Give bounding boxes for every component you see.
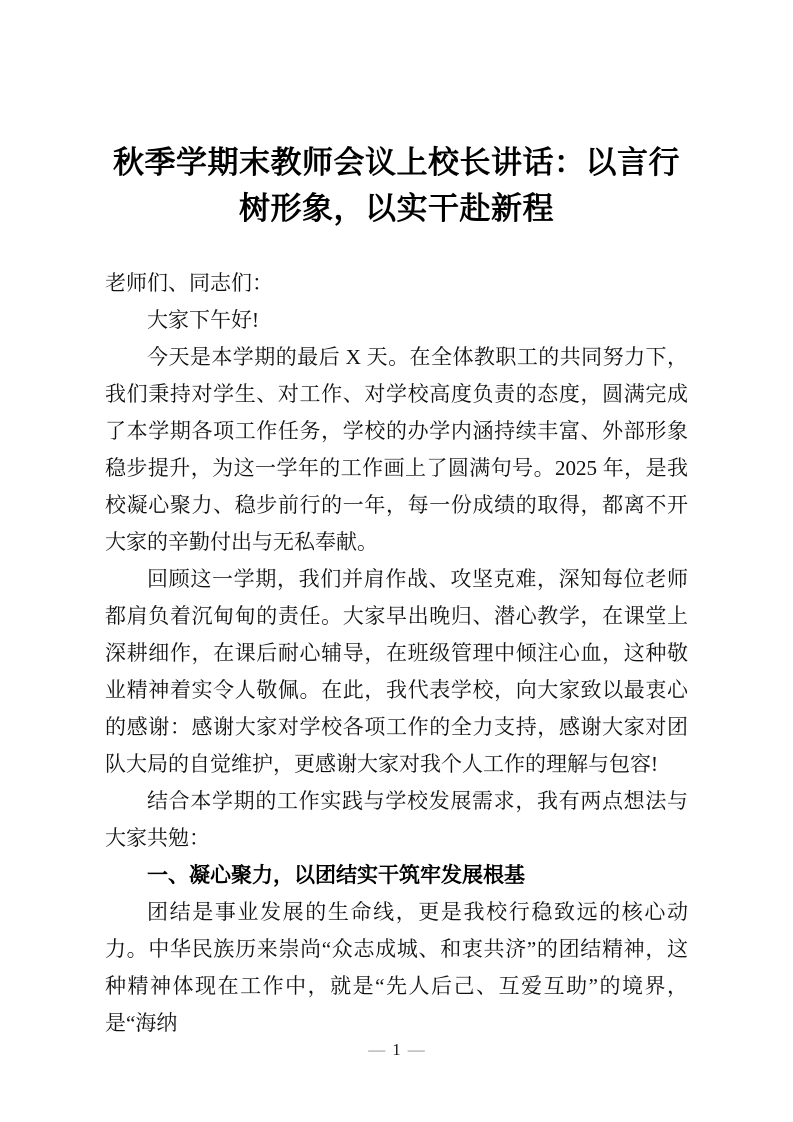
document-title: 秋季学期末教师会议上校长讲话：以言行树形象，以实干赴新程 — [113, 145, 680, 226]
paragraph: 结合本学期的工作实践与学校发展需求，我有两点想法与大家共勉： — [105, 789, 688, 850]
paragraph: 今天是本学期的最后 X 天。在全体教职工的共同努力下，我们秉持对学生、对工作、对学校高度负责的态度，圆满完成了本学期各项工作任务，学校的办学内涵持续丰富、外部形象稳步提升，为这一学年的工作画上了圆满句号。2025 年，是我校凝心聚力、稳步前行的一年，每一份成绩的取得，都离不开大家的辛勤付出与无私奉献。 — [105, 345, 688, 554]
paragraph: 团结是事业发展的生命线，更是我校行稳致远的核心动力。中华民族历来崇尚“众志成城、和衷共济”的团结精神，这种精神体现在工作中，就是“先人后己、互爱互助”的境界，是“海纳 — [105, 900, 688, 1035]
document-body — [105, 265, 688, 1042]
page-number: 1 — [392, 1040, 401, 1059]
footer-right-dash: — — [407, 1040, 425, 1059]
footer-left-dash: — — [368, 1040, 386, 1059]
paragraph: 大家下午好! — [147, 308, 259, 332]
section-heading: 一、凝心聚力，以团结实干筑牢发展根基 — [147, 863, 525, 887]
page-footer — [0, 1040, 793, 1060]
paragraph: 回顾这一学期，我们并肩作战、攻坚克难，深知每位老师都肩负着沉甸甸的责任。大家早出晚归、潜心教学，在课堂上深耕细作，在课后耐心辅导，在班级管理中倾注心血，这种敬业精神着实令人敬佩。在此，我代表学校，向大家致以最衷心的感谢：感谢大家对学校各项工作的全力支持，感谢大家对团队大局的自觉维护，更感谢大家对我个人工作的理解与包容! — [105, 567, 688, 776]
paragraph: 老师们、同志们： — [105, 271, 273, 295]
